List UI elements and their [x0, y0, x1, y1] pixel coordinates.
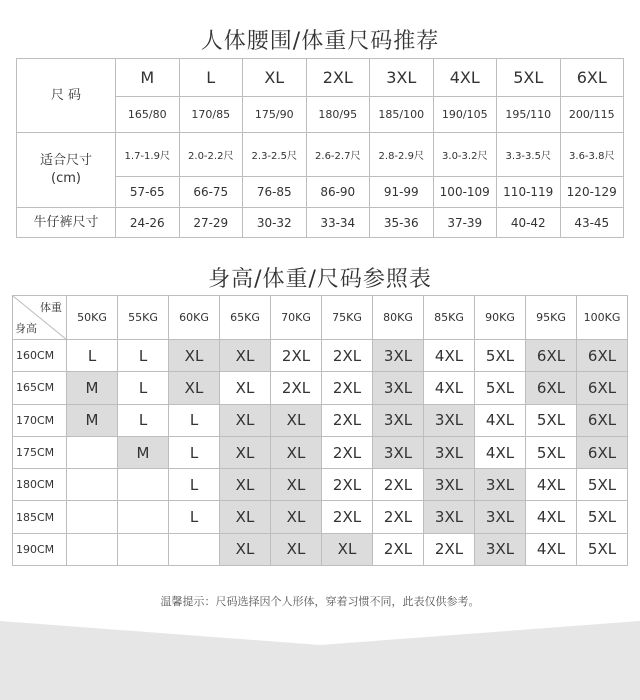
size-cell: [67, 469, 118, 501]
waist-cell: 185/100: [370, 97, 434, 133]
size-header: 4XL: [433, 59, 497, 97]
fit-chi-cell: 2.8-2.9尺: [370, 133, 434, 177]
size-cell: [118, 501, 169, 533]
size-cell: 2XL: [322, 372, 373, 404]
size-cell: XL: [169, 372, 220, 404]
size-cell: 2XL: [373, 501, 424, 533]
waist-cell: 200/115: [560, 97, 624, 133]
size-header: 6XL: [560, 59, 624, 97]
size-label: 尺 码: [17, 59, 116, 133]
fit-chi-row: [17, 133, 624, 177]
waist-cell: 190/105: [433, 97, 497, 133]
jeans-cell: 35-36: [370, 208, 434, 238]
size-cell: 3XL: [475, 533, 526, 565]
table-row: [13, 533, 628, 565]
height-cell: 175CM: [13, 436, 67, 468]
fit-chi-cell: 2.3-2.5尺: [243, 133, 307, 177]
size-cell: 2XL: [271, 372, 322, 404]
size-cell: L: [118, 340, 169, 372]
size-header: XL: [243, 59, 307, 97]
jeans-cell: 27-29: [179, 208, 243, 238]
size-cell: L: [169, 501, 220, 533]
fit-label: [17, 133, 116, 208]
waist-size-table: [16, 58, 624, 238]
size-cell: XL: [220, 501, 271, 533]
weight-header: 50KG: [67, 296, 118, 340]
weight-axis-label: 体重: [40, 301, 62, 314]
size-cell: XL: [271, 469, 322, 501]
size-header: M: [116, 59, 180, 97]
height-cell: 165CM: [13, 372, 67, 404]
height-cell: 160CM: [13, 340, 67, 372]
size-cell: 2XL: [424, 533, 475, 565]
size-cell: XL: [220, 340, 271, 372]
waist-table-title: 人体腰围/体重尺码推荐: [200, 29, 440, 54]
jeans-cell: 43-45: [560, 208, 624, 238]
fit-cm-cell: 66-75: [179, 177, 243, 208]
size-cell: M: [67, 404, 118, 436]
size-cell: 6XL: [577, 404, 628, 436]
size-cell: [169, 533, 220, 565]
weight-header: 70KG: [271, 296, 322, 340]
fit-chi-cell: 3.0-3.2尺: [433, 133, 497, 177]
fit-cm-cell: 120-129: [560, 177, 624, 208]
waist-cell: 170/85: [179, 97, 243, 133]
weight-header-row: [13, 296, 628, 340]
fit-label-line2: (cm): [51, 171, 81, 186]
fit-chi-cell: 2.0-2.2尺: [179, 133, 243, 177]
fit-cm-cell: 57-65: [116, 177, 180, 208]
size-cell: 2XL: [322, 469, 373, 501]
size-cell: 5XL: [577, 501, 628, 533]
size-cell: [67, 533, 118, 565]
size-cell: [118, 469, 169, 501]
size-row: [17, 59, 624, 97]
size-cell: XL: [220, 404, 271, 436]
size-cell: [118, 533, 169, 565]
size-cell: L: [67, 340, 118, 372]
jeans-cell: 33-34: [306, 208, 370, 238]
size-cell: XL: [271, 436, 322, 468]
waist-cell: 180/95: [306, 97, 370, 133]
size-header: 2XL: [306, 59, 370, 97]
weight-header: 85KG: [424, 296, 475, 340]
size-cell: L: [169, 436, 220, 468]
size-cell: L: [118, 372, 169, 404]
fit-cm-cell: 76-85: [243, 177, 307, 208]
size-cell: 4XL: [526, 469, 577, 501]
size-cell: 3XL: [373, 340, 424, 372]
table-row: [13, 372, 628, 404]
size-header: L: [179, 59, 243, 97]
size-cell: XL: [169, 340, 220, 372]
weight-header: 65KG: [220, 296, 271, 340]
size-cell: 4XL: [526, 501, 577, 533]
size-cell: XL: [271, 533, 322, 565]
reference-table-title: 身高/体重/尺码参照表: [208, 267, 432, 292]
height-cell: 185CM: [13, 501, 67, 533]
size-cell: 5XL: [475, 372, 526, 404]
size-cell: 3XL: [424, 436, 475, 468]
table-row: [13, 469, 628, 501]
size-cell: 2XL: [373, 533, 424, 565]
footer-shape: [0, 621, 640, 700]
table-row: [13, 404, 628, 436]
fit-label-line1: 适合尺寸: [39, 153, 92, 168]
fit-cm-cell: 86-90: [306, 177, 370, 208]
size-cell: XL: [220, 469, 271, 501]
size-cell: 4XL: [526, 533, 577, 565]
table-row: [13, 436, 628, 468]
size-cell: 2XL: [322, 436, 373, 468]
size-cell: 3XL: [424, 469, 475, 501]
weight-header: 60KG: [169, 296, 220, 340]
size-cell: 4XL: [424, 340, 475, 372]
size-cell: L: [169, 404, 220, 436]
size-header: 5XL: [497, 59, 561, 97]
size-cell: 3XL: [424, 501, 475, 533]
size-cell: 6XL: [577, 436, 628, 468]
jeans-cell: 24-26: [116, 208, 180, 238]
size-cell: 6XL: [526, 340, 577, 372]
waist-cell: 195/110: [497, 97, 561, 133]
size-cell: L: [118, 404, 169, 436]
weight-header: 90KG: [475, 296, 526, 340]
size-cell: M: [67, 372, 118, 404]
waist-cell: 175/90: [243, 97, 307, 133]
footer-band: [0, 621, 640, 700]
fit-cm-cell: 110-119: [497, 177, 561, 208]
fit-chi-cell: 3.3-3.5尺: [497, 133, 561, 177]
waist-cell: 165/80: [116, 97, 180, 133]
size-cell: 3XL: [475, 501, 526, 533]
size-cell: 3XL: [373, 436, 424, 468]
size-cell: 5XL: [475, 340, 526, 372]
height-weight-table: [12, 295, 628, 566]
fit-chi-cell: 1.7-1.9尺: [116, 133, 180, 177]
size-cell: [67, 501, 118, 533]
size-cell: 2XL: [271, 340, 322, 372]
weight-header: 95KG: [526, 296, 577, 340]
size-cell: 3XL: [373, 404, 424, 436]
jeans-label: 牛仔裤尺寸: [17, 208, 116, 238]
size-cell: 2XL: [322, 501, 373, 533]
size-cell: 3XL: [373, 372, 424, 404]
size-cell: XL: [271, 501, 322, 533]
size-cell: 5XL: [577, 533, 628, 565]
size-cell: 6XL: [526, 372, 577, 404]
weight-header: 100KG: [577, 296, 628, 340]
size-cell: XL: [220, 533, 271, 565]
size-cell: 2XL: [322, 340, 373, 372]
fit-cm-cell: 100-109: [433, 177, 497, 208]
weight-header: 80KG: [373, 296, 424, 340]
table-row: [13, 501, 628, 533]
jeans-cell: 30-32: [243, 208, 307, 238]
height-axis-label: 身高: [15, 322, 37, 335]
size-cell: XL: [322, 533, 373, 565]
weight-header: 55KG: [118, 296, 169, 340]
weight-header: 75KG: [322, 296, 373, 340]
size-cell: 4XL: [424, 372, 475, 404]
size-cell: 4XL: [475, 436, 526, 468]
size-tip: 温馨提示：尺码选择因个人形体，穿着习惯不同，此表仅供参考。: [160, 595, 480, 608]
fit-chi-cell: 3.6-3.8尺: [560, 133, 624, 177]
fit-chi-cell: 2.6-2.7尺: [306, 133, 370, 177]
size-cell: 6XL: [577, 372, 628, 404]
size-cell: 4XL: [475, 404, 526, 436]
size-cell: [67, 436, 118, 468]
size-cell: 5XL: [526, 404, 577, 436]
size-cell: 5XL: [577, 469, 628, 501]
size-cell: L: [169, 469, 220, 501]
size-cell: 3XL: [424, 404, 475, 436]
size-cell: XL: [220, 372, 271, 404]
size-cell: 3XL: [475, 469, 526, 501]
size-cell: XL: [220, 436, 271, 468]
height-cell: 180CM: [13, 469, 67, 501]
size-cell: 2XL: [322, 404, 373, 436]
table-row: [13, 340, 628, 372]
jeans-row: [17, 208, 624, 238]
jeans-cell: 37-39: [433, 208, 497, 238]
size-header: 3XL: [370, 59, 434, 97]
jeans-cell: 40-42: [497, 208, 561, 238]
height-cell: 190CM: [13, 533, 67, 565]
size-cell: XL: [271, 404, 322, 436]
size-cell: M: [118, 436, 169, 468]
fit-cm-cell: 91-99: [370, 177, 434, 208]
size-cell: 6XL: [577, 340, 628, 372]
corner-header: [13, 296, 67, 340]
size-cell: 2XL: [373, 469, 424, 501]
size-cell: 5XL: [526, 436, 577, 468]
height-cell: 170CM: [13, 404, 67, 436]
